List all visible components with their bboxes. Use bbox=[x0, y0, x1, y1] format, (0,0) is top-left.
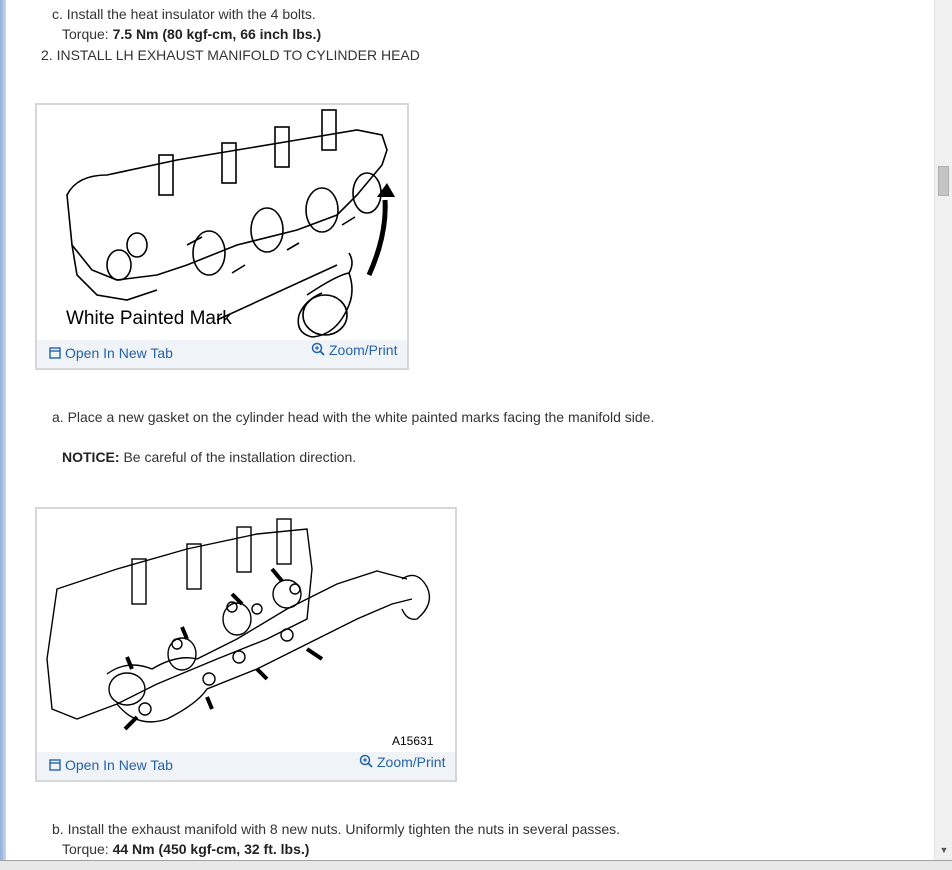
exhaust-manifold-illustration bbox=[37, 509, 455, 752]
zoom-print-label: Zoom/Print bbox=[377, 754, 446, 770]
zoom-print-link[interactable] bbox=[311, 342, 397, 359]
torque-value: 7.5 Nm (80 kgf-cm, 66 inch lbs.) bbox=[112, 26, 322, 42]
zoom-icon bbox=[311, 342, 325, 359]
vertical-scrollbar[interactable] bbox=[934, 0, 952, 860]
step-a-text: a. Place a new gasket on the cylinder head with the white painted marks facing the manifold side. bbox=[52, 409, 655, 425]
figure-code: A15631 bbox=[392, 734, 434, 748]
scroll-down-arrow-icon[interactable]: ▼ bbox=[939, 845, 949, 855]
zoom-print-label: Zoom/Print bbox=[329, 342, 398, 358]
notice-text: Be careful of the installation direction. bbox=[123, 449, 357, 465]
open-tab-icon bbox=[49, 758, 61, 774]
notice bbox=[62, 449, 356, 465]
step-b-text: b. Install the exhaust manifold with 8 new nuts. Uniformly tighten the nuts in several passes. bbox=[52, 821, 621, 837]
window-left-edge bbox=[0, 0, 6, 869]
figure-toolbar bbox=[37, 340, 407, 368]
step-c-text: c. Install the heat insulator with the 4 bolts. bbox=[52, 6, 316, 22]
zoom-print-link[interactable] bbox=[359, 754, 445, 771]
gasket-illustration bbox=[37, 105, 407, 340]
open-in-new-tab-label: Open In New Tab bbox=[65, 757, 173, 773]
open-tab-icon bbox=[49, 346, 61, 362]
open-in-new-tab-label: Open In New Tab bbox=[65, 345, 173, 361]
torque-label: Torque: bbox=[62, 841, 109, 857]
white-painted-mark-label: White Painted Mark bbox=[66, 308, 232, 329]
open-in-new-tab-link[interactable] bbox=[49, 345, 173, 362]
step-2-heading: 2. INSTALL LH EXHAUST MANIFOLD TO CYLINDER HEAD bbox=[41, 47, 420, 63]
step-c-torque bbox=[62, 26, 321, 42]
gasket-figure bbox=[35, 103, 409, 370]
scrollbar-thumb[interactable] bbox=[938, 166, 949, 196]
open-in-new-tab-link[interactable] bbox=[49, 757, 173, 774]
notice-label: NOTICE: bbox=[62, 449, 120, 465]
exhaust-manifold-figure bbox=[35, 507, 457, 782]
figure-toolbar bbox=[37, 752, 455, 780]
torque-value: 44 Nm (450 kgf-cm, 32 ft. lbs.) bbox=[112, 841, 310, 857]
torque-label: Torque: bbox=[62, 26, 109, 42]
step-b-torque bbox=[62, 841, 309, 857]
zoom-icon bbox=[359, 754, 373, 771]
